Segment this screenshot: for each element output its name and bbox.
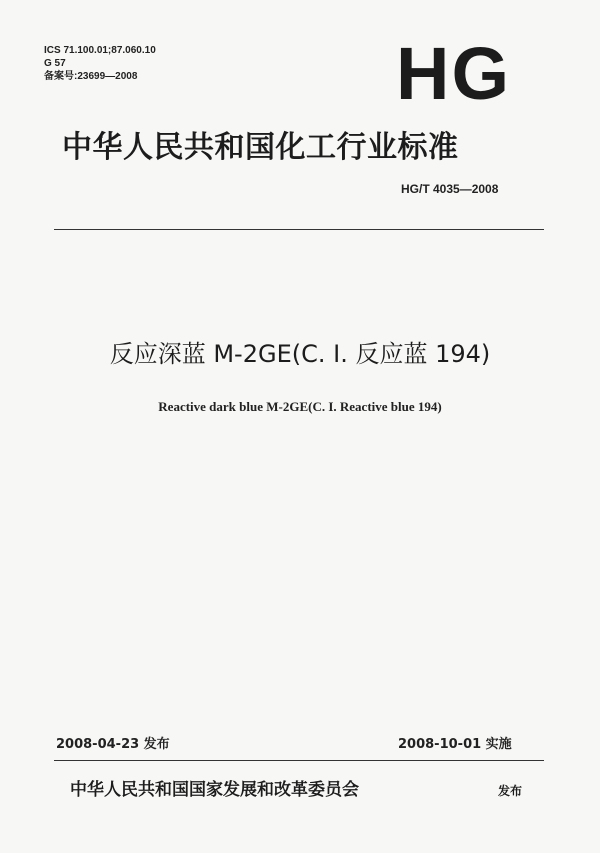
standard-title: 中华人民共和国化工行业标准 — [62, 130, 459, 165]
effective-date: 2008-10-01 实施 — [398, 737, 512, 752]
record-number: 备案号:23699—2008 — [44, 71, 138, 82]
document-title-english: Reactive dark blue M-2GE(C. I. Reactive blue 194) — [158, 399, 442, 414]
classification-code: G 57 — [44, 58, 66, 69]
top-divider — [54, 229, 544, 230]
bottom-divider — [54, 760, 544, 761]
hg-logo: HG — [396, 32, 511, 115]
ics-code: ICS 71.100.01;87.060.10 — [44, 45, 156, 56]
issue-date: 2008-04-23 发布 — [56, 737, 170, 752]
document-title-chinese: 反应深蓝 M-2GE(C. I. 反应蓝 194) — [109, 340, 491, 368]
publisher-action: 发布 — [498, 784, 523, 798]
publisher-name: 中华人民共和国国家发展和改革委员会 — [70, 780, 359, 800]
standard-number: HG/T 4035—2008 — [401, 182, 499, 196]
